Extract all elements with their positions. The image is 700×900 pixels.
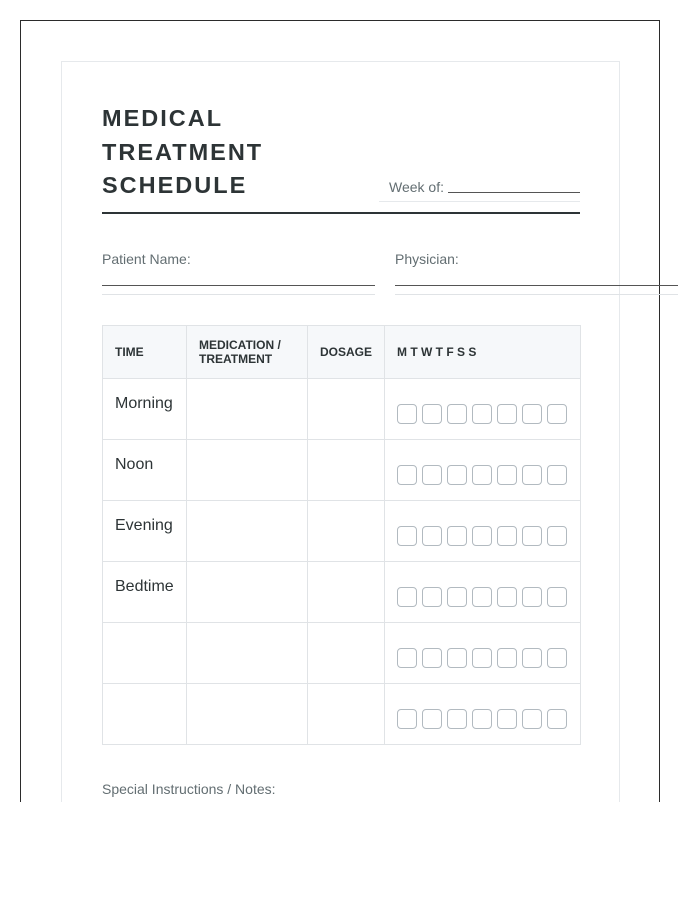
week-of-input-line[interactable]: [448, 192, 580, 193]
day-checkbox[interactable]: [447, 465, 467, 485]
day-checkbox[interactable]: [497, 465, 517, 485]
medication-cell[interactable]: [187, 501, 308, 562]
day-checkbox[interactable]: [497, 404, 517, 424]
day-checkbox[interactable]: [397, 709, 417, 729]
dosage-cell[interactable]: [308, 440, 385, 501]
table-row: [103, 440, 581, 501]
day-checkbox[interactable]: [522, 526, 542, 546]
medication-cell[interactable]: [187, 440, 308, 501]
week-of-label: Week of:: [389, 179, 444, 195]
day-checkbox[interactable]: [522, 465, 542, 485]
days-cell: [385, 623, 581, 684]
time-cell[interactable]: [103, 623, 187, 684]
day-checkbox[interactable]: [422, 587, 442, 607]
medication-cell[interactable]: [187, 562, 308, 623]
day-checkbox[interactable]: [397, 648, 417, 668]
day-checkbox[interactable]: [472, 648, 492, 668]
time-cell[interactable]: [103, 684, 187, 745]
table-row: [103, 379, 581, 440]
day-checkbox[interactable]: [497, 648, 517, 668]
document-title: [102, 102, 302, 203]
day-checkbox[interactable]: [547, 404, 567, 424]
dosage-cell[interactable]: [308, 501, 385, 562]
title-line-1: MEDICAL: [102, 105, 224, 131]
title-line-3: SCHEDULE: [102, 172, 248, 198]
day-checkbox[interactable]: [497, 587, 517, 607]
day-checkbox[interactable]: [397, 404, 417, 424]
table-header-row: [103, 326, 581, 379]
day-checkbox[interactable]: [472, 404, 492, 424]
dosage-cell[interactable]: [308, 562, 385, 623]
day-checkbox[interactable]: [447, 709, 467, 729]
day-checkbox[interactable]: [422, 709, 442, 729]
header-divider: [102, 212, 580, 214]
table-row: [103, 623, 581, 684]
time-cell[interactable]: [103, 379, 187, 440]
day-checkbox[interactable]: [472, 465, 492, 485]
dosage-cell[interactable]: [308, 379, 385, 440]
title-line-2: TREATMENT: [102, 138, 264, 165]
header-days: M T W T F S S: [385, 326, 581, 379]
patient-name-label: Patient Name:: [102, 251, 191, 267]
day-checkbox[interactable]: [522, 587, 542, 607]
day-checkbox[interactable]: [497, 526, 517, 546]
day-checkbox-group: [385, 440, 580, 485]
header-time: TIME: [103, 326, 187, 379]
day-checkbox[interactable]: [447, 648, 467, 668]
time-label: Bedtime: [115, 578, 174, 595]
schedule-table: [102, 325, 581, 745]
header-medication-line-2: TREATMENT: [199, 352, 273, 366]
week-of-field[interactable]: [379, 176, 580, 202]
dosage-cell[interactable]: [308, 684, 385, 745]
days-cell: [385, 562, 581, 623]
day-checkbox[interactable]: [422, 465, 442, 485]
day-checkbox[interactable]: [472, 587, 492, 607]
medication-cell[interactable]: [187, 684, 308, 745]
medication-cell[interactable]: [187, 623, 308, 684]
notes-label: Special Instructions / Notes:: [102, 781, 276, 797]
day-checkbox[interactable]: [447, 404, 467, 424]
day-checkbox[interactable]: [522, 404, 542, 424]
day-checkbox[interactable]: [547, 587, 567, 607]
day-checkbox-group: [385, 562, 580, 607]
medication-cell[interactable]: [187, 379, 308, 440]
day-checkbox-group: [385, 684, 580, 729]
day-checkbox-group: [385, 501, 580, 546]
day-checkbox[interactable]: [547, 526, 567, 546]
time-label: Evening: [115, 517, 173, 534]
time-cell[interactable]: [103, 501, 187, 562]
header-medication-line-1: MEDICATION /: [199, 338, 281, 352]
physician-input-line[interactable]: [395, 285, 678, 286]
day-checkbox[interactable]: [397, 465, 417, 485]
header-medication: [187, 326, 308, 379]
day-checkbox[interactable]: [397, 526, 417, 546]
table-row: [103, 562, 581, 623]
day-checkbox[interactable]: [547, 648, 567, 668]
day-checkbox[interactable]: [422, 404, 442, 424]
dosage-cell[interactable]: [308, 623, 385, 684]
days-cell: [385, 440, 581, 501]
day-checkbox[interactable]: [472, 709, 492, 729]
day-checkbox[interactable]: [497, 709, 517, 729]
day-checkbox[interactable]: [472, 526, 492, 546]
day-checkbox[interactable]: [447, 587, 467, 607]
day-checkbox[interactable]: [547, 465, 567, 485]
table-row: [103, 501, 581, 562]
header-dosage: DOSAGE: [308, 326, 385, 379]
patient-name-input-line[interactable]: [102, 285, 375, 286]
physician-underline: [395, 294, 678, 295]
time-cell[interactable]: [103, 562, 187, 623]
time-label: Noon: [115, 456, 154, 473]
physician-label: Physician:: [395, 251, 459, 267]
day-checkbox[interactable]: [447, 526, 467, 546]
day-checkbox-group: [385, 623, 580, 668]
patient-name-underline: [102, 294, 375, 295]
days-cell: [385, 501, 581, 562]
days-cell: [385, 379, 581, 440]
day-checkbox[interactable]: [397, 587, 417, 607]
days-cell: [385, 684, 581, 745]
time-label: [103, 623, 186, 639]
day-checkbox[interactable]: [422, 526, 442, 546]
time-label: [103, 684, 186, 700]
time-cell[interactable]: [103, 440, 187, 501]
time-label: Morning: [115, 395, 173, 412]
day-checkbox[interactable]: [422, 648, 442, 668]
day-checkbox[interactable]: [522, 648, 542, 668]
day-checkbox[interactable]: [547, 709, 567, 729]
day-checkbox-group: [385, 379, 580, 424]
table-row: [103, 684, 581, 745]
day-checkbox[interactable]: [522, 709, 542, 729]
